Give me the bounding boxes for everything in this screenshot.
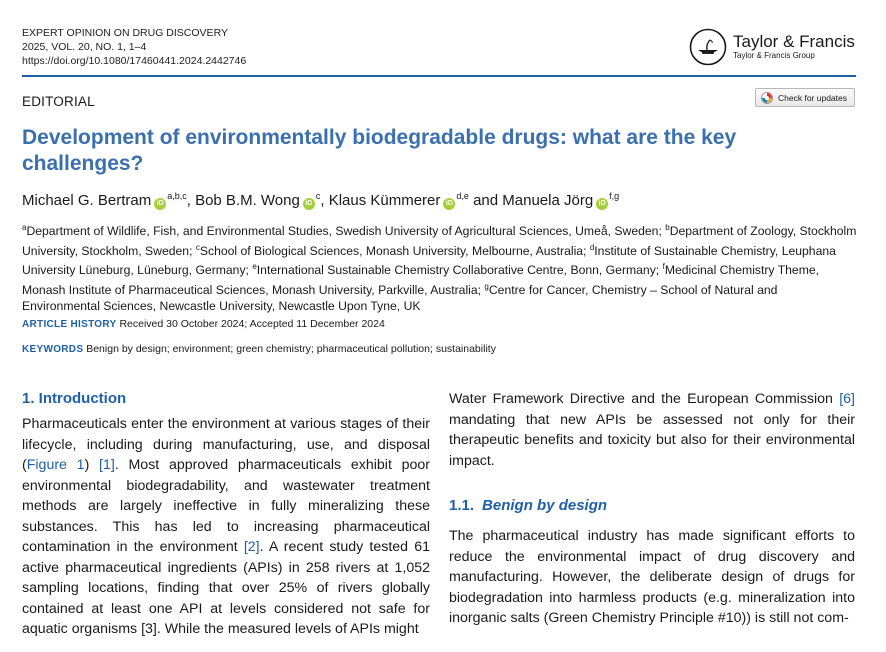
- author-separator: ,: [320, 192, 329, 209]
- author-affil-sup: a,b,c: [167, 191, 187, 201]
- section-heading-introduction: 1. Introduction: [22, 390, 127, 407]
- section-label: EDITORIAL: [22, 94, 95, 109]
- affil-text: Department of Wildlife, Fish, and Environmental Studies, Swedish University of Agricultural Sciences, Umeå, Sweden;: [26, 224, 666, 239]
- affil-sup: g: [484, 281, 489, 291]
- affil-sup: c: [195, 242, 200, 252]
- orcid-icon[interactable]: iD: [303, 198, 315, 210]
- body-text: ): [84, 457, 100, 473]
- figure-link[interactable]: Figure 1: [26, 457, 85, 473]
- author-separator: ,: [186, 192, 196, 209]
- header-rule: [22, 75, 856, 77]
- right-column-paragraph: [449, 389, 855, 471]
- benign-paragraph: The pharmaceutical industry has made significant efforts to reduce the environmental impact of drug discovery and manufacturing. However, the deliberate design of drugs for biodegradation into harmless products (e.g. mineralization into inorganic salts (Green Chemistry Principle #10)) is still not com-: [449, 528, 855, 626]
- author-name[interactable]: Michael G. Bertram: [22, 192, 152, 209]
- publisher-logo-icon: [689, 28, 727, 66]
- affil-text: International Sustainable Chemistry Collaborative Centre, Bonn, Germany;: [256, 263, 663, 278]
- affil-sup: f: [662, 262, 665, 272]
- journal-volume: 2025, VOL. 20, NO. 1, 1–4: [22, 41, 147, 53]
- keywords: [22, 343, 496, 355]
- affil-sup: e: [252, 262, 257, 272]
- article-history-label: ARTICLE HISTORY: [22, 319, 117, 330]
- body-text: Water Framework Directive and the European Commission: [449, 391, 840, 407]
- publisher-text: [733, 33, 855, 61]
- affil-text: School of Biological Sciences, Monash University, Melbourne, Australia;: [199, 243, 590, 258]
- subsection-heading-benign-by-design: [449, 497, 607, 514]
- subsection-title: Benign by design: [482, 497, 608, 514]
- affil-sup: b: [665, 223, 670, 232]
- author-affil-sup: c: [315, 191, 321, 201]
- publisher-brand[interactable]: [689, 28, 855, 66]
- reference-link[interactable]: [2]: [243, 539, 260, 555]
- article-history-text: Received 30 October 2024; Accepted 11 December 2024: [119, 318, 385, 330]
- author-name[interactable]: Bob B.M. Wong: [195, 192, 300, 209]
- affil-text: Centre for Cancer, Chemistry – School of Natural and Environmental Sciences, Newcastle University, Newcastle Upon Tyne, UK: [22, 282, 778, 314]
- journal-meta: [22, 26, 246, 68]
- publisher-name: Taylor & Francis: [733, 32, 855, 51]
- check-updates-button[interactable]: [755, 88, 855, 107]
- author-name[interactable]: Klaus Kümmerer: [328, 192, 441, 209]
- author-affil-sup: d,e: [456, 191, 469, 201]
- orcid-icon[interactable]: iD: [154, 198, 166, 210]
- article-title: Development of environmentally biodegradable drugs: what are the key challenges?: [22, 126, 737, 175]
- author-name[interactable]: Manuela Jörg: [502, 192, 594, 209]
- keywords-text: Benign by design; environment; green chemistry; pharmaceutical pollution; sustainability: [86, 343, 496, 355]
- reference-link[interactable]: [1]: [99, 457, 115, 473]
- journal-name: EXPERT OPINION ON DRUG DISCOVERY: [22, 27, 228, 39]
- subsection-number: 1.1.: [449, 497, 475, 514]
- author-separator: and: [468, 192, 503, 209]
- body-text: mandating that new APIs be assessed not only for their therapeutic benefits and toxicity but also for their environmental impact.: [449, 411, 855, 469]
- intro-paragraph: [22, 414, 431, 637]
- affil-text: Department of Zoology, Stockholm University, Stockholm, Sweden;: [22, 224, 857, 258]
- body-text: Pharmaceuticals enter the environment at various stages of their lifecycle, including during manufacturing, use, and disposal (: [22, 416, 430, 473]
- keywords-label: KEYWORDS: [22, 344, 84, 355]
- affil-text: Institute of Sustainable Chemistry, Leuphana University Lüneburg, Lüneburg, Germany;: [22, 243, 836, 278]
- publisher-group: Taylor & Francis Group: [733, 51, 815, 60]
- affil-sup: d: [589, 242, 595, 252]
- reference-link[interactable]: [6]: [839, 391, 855, 407]
- affiliations: [22, 220, 858, 315]
- check-updates-icon: [761, 92, 773, 104]
- article-history: [22, 318, 385, 330]
- body-text: . A recent study tested 61 active pharmaceutical ingredients (APIs) in 258 rivers at 1,052 sampling locations, finding that over 25% of rivers globally contained at least one API at levels considered not safe for aquatic organisms [3]. While the measured levels of APIs might: [22, 539, 430, 637]
- journal-doi-link[interactable]: https://doi.org/10.1080/17460441.2024.2442746: [22, 55, 247, 67]
- orcid-icon[interactable]: iD: [596, 198, 608, 210]
- author-affil-sup: f,g: [609, 191, 620, 201]
- affil-sup: a: [22, 223, 27, 232]
- orcid-icon[interactable]: iD: [443, 198, 455, 210]
- author-list: [22, 186, 619, 211]
- affil-text: Medicinal Chemistry Theme, Monash Institute of Pharmaceutical Sciences, Monash University, Parkville, Australia;: [22, 263, 820, 297]
- check-updates-label: Check for updates: [778, 92, 847, 103]
- body-text: . Most approved pharmaceuticals exhibit poor environmental biodegradability, and wastewater treatment methods are largely ineffective in fully mineralizing these substances. This has led to increasing pharmaceutical contamination in the environment: [22, 457, 431, 555]
